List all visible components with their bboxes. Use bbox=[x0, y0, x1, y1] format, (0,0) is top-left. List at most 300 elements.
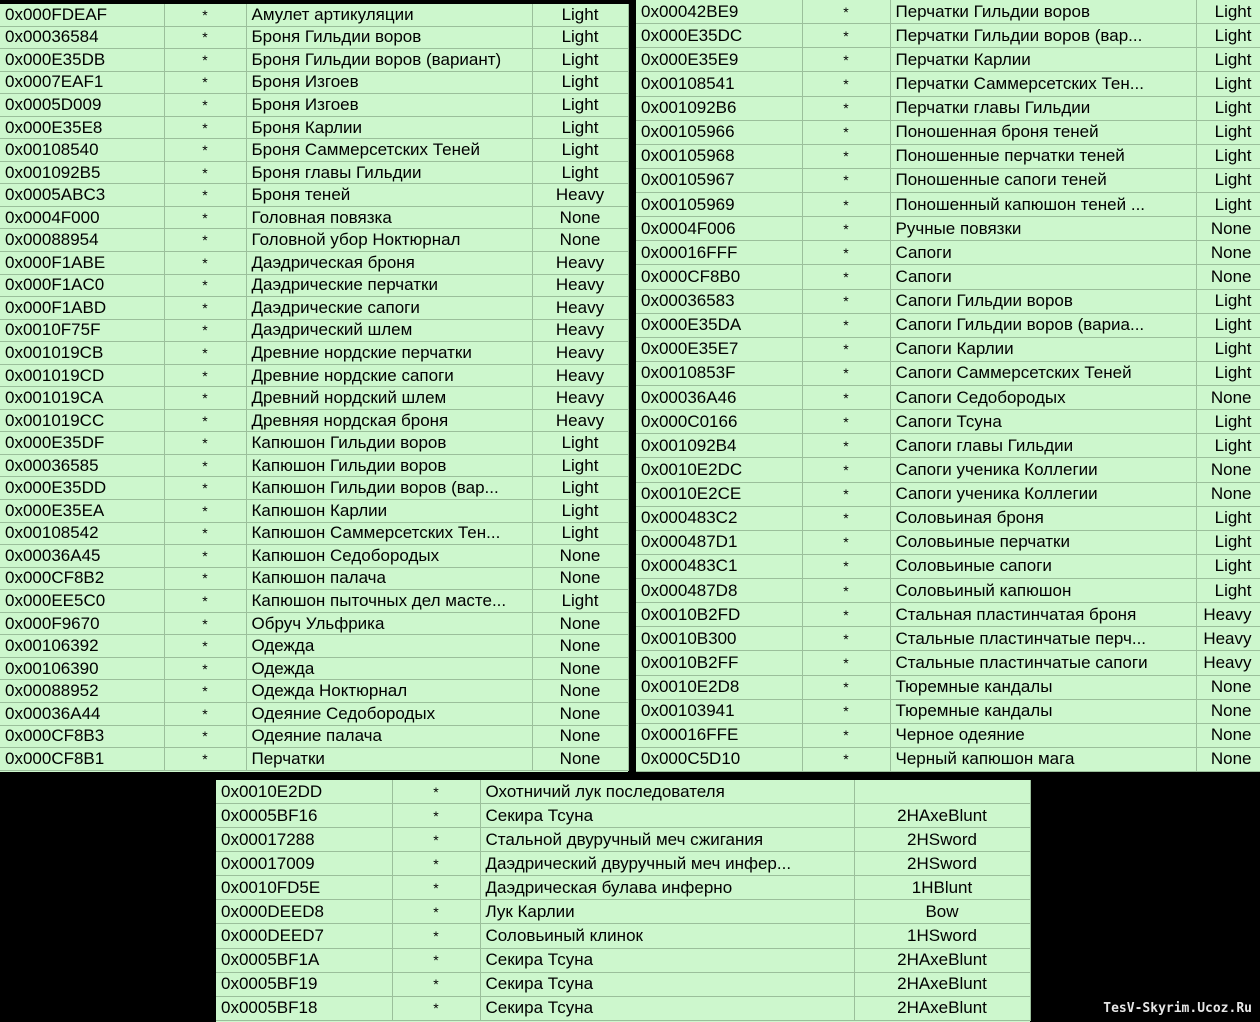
table-row[interactable] bbox=[0, 319, 628, 342]
name-cell: Стальные пластинчатые перч... bbox=[890, 627, 1196, 651]
table-row[interactable] bbox=[0, 635, 628, 658]
armor-list-left bbox=[0, 4, 628, 772]
name-cell: Даэдрическая броня bbox=[246, 252, 532, 275]
table-row[interactable] bbox=[636, 120, 1260, 144]
table-row[interactable] bbox=[636, 313, 1260, 337]
name-cell: Древняя нордская броня bbox=[246, 409, 532, 432]
type-cell: Heavy bbox=[532, 387, 628, 410]
name-cell: Одеяние Седобородых bbox=[246, 702, 532, 725]
id-cell: 0x000C5D10 bbox=[636, 747, 802, 771]
id-cell: 0x00036A45 bbox=[0, 545, 164, 568]
flag-cell: * bbox=[164, 725, 246, 748]
flag-cell: * bbox=[802, 72, 890, 96]
name-cell: Капюшон Гильдии воров bbox=[246, 454, 532, 477]
flag-cell: * bbox=[802, 506, 890, 530]
table-row[interactable] bbox=[0, 387, 628, 410]
table-row[interactable] bbox=[216, 828, 1030, 852]
type-cell: Light bbox=[532, 71, 628, 94]
table-row[interactable] bbox=[636, 506, 1260, 530]
name-cell: Лук Карлии bbox=[480, 900, 854, 924]
id-cell: 0x001092B5 bbox=[0, 161, 164, 184]
flag-cell: * bbox=[392, 828, 480, 852]
name-cell: Ручные повязки bbox=[890, 217, 1196, 241]
name-cell: Стальная пластинчатая броня bbox=[890, 603, 1196, 627]
table-row[interactable] bbox=[0, 657, 628, 680]
flag-cell: * bbox=[164, 657, 246, 680]
flag-cell: * bbox=[164, 71, 246, 94]
id-cell: 0x000CF8B0 bbox=[636, 265, 802, 289]
table-row[interactable] bbox=[0, 545, 628, 568]
name-cell: Поношенные перчатки теней bbox=[890, 144, 1196, 168]
name-cell: Даэдрический двуручный меч инфер... bbox=[480, 852, 854, 876]
table-row[interactable] bbox=[0, 522, 628, 545]
flag-cell: * bbox=[802, 627, 890, 651]
name-cell: Одежда Ноктюрнал bbox=[246, 680, 532, 703]
type-cell: Light bbox=[1196, 168, 1260, 192]
type-cell: Heavy bbox=[532, 364, 628, 387]
table-row[interactable] bbox=[216, 996, 1030, 1020]
id-cell: 0x0007EAF1 bbox=[0, 71, 164, 94]
flag-cell: * bbox=[802, 0, 890, 24]
name-cell: Капюшон Саммерсетских Тен... bbox=[246, 522, 532, 545]
type-cell: None bbox=[1196, 699, 1260, 723]
id-cell: 0x00017288 bbox=[216, 828, 392, 852]
flag-cell: * bbox=[802, 361, 890, 385]
table-row[interactable] bbox=[216, 948, 1030, 972]
id-cell: 0x0005BF1A bbox=[216, 948, 392, 972]
name-cell: Капюшон пыточных дел масте... bbox=[246, 590, 532, 613]
table-row[interactable] bbox=[216, 972, 1030, 996]
name-cell: Броня Гильдии воров bbox=[246, 26, 532, 49]
table-row[interactable] bbox=[0, 477, 628, 500]
table-row[interactable] bbox=[216, 852, 1030, 876]
id-cell: 0x00088954 bbox=[0, 229, 164, 252]
flag-cell: * bbox=[802, 289, 890, 313]
flag-cell: * bbox=[164, 139, 246, 162]
type-cell: None bbox=[532, 206, 628, 229]
table-row[interactable] bbox=[0, 4, 628, 26]
table-row[interactable] bbox=[636, 265, 1260, 289]
name-cell: Древние нордские сапоги bbox=[246, 364, 532, 387]
name-cell: Сапоги Тсуна bbox=[890, 410, 1196, 434]
type-cell: None bbox=[1196, 265, 1260, 289]
name-cell: Тюремные кандалы bbox=[890, 675, 1196, 699]
name-cell: Одеяние палача bbox=[246, 725, 532, 748]
id-cell: 0x00042BE9 bbox=[636, 0, 802, 24]
id-cell: 0x00016FFE bbox=[636, 723, 802, 747]
name-cell: Одежда bbox=[246, 635, 532, 658]
type-cell: None bbox=[532, 612, 628, 635]
name-cell: Секира Тсуна bbox=[480, 996, 854, 1020]
flag-cell: * bbox=[164, 206, 246, 229]
id-cell: 0x001019CC bbox=[0, 409, 164, 432]
flag-cell: * bbox=[164, 49, 246, 72]
type-cell: None bbox=[1196, 241, 1260, 265]
type-cell: Light bbox=[1196, 337, 1260, 361]
table-row[interactable] bbox=[216, 780, 1030, 804]
id-cell: 0x0004F000 bbox=[0, 206, 164, 229]
name-cell: Броня главы Гильдии bbox=[246, 161, 532, 184]
table-row[interactable] bbox=[636, 434, 1260, 458]
table-row[interactable] bbox=[0, 702, 628, 725]
flag-cell: * bbox=[164, 252, 246, 275]
table-row[interactable] bbox=[0, 748, 628, 771]
table-row[interactable] bbox=[0, 26, 628, 49]
id-cell: 0x000E35DD bbox=[0, 477, 164, 500]
table-row[interactable] bbox=[0, 725, 628, 748]
table-row[interactable] bbox=[0, 184, 628, 207]
table-row[interactable] bbox=[0, 252, 628, 275]
table-row[interactable] bbox=[0, 49, 628, 72]
type-cell: Heavy bbox=[532, 297, 628, 320]
id-cell: 0x001019CB bbox=[0, 342, 164, 365]
table-row[interactable] bbox=[0, 364, 628, 387]
name-cell: Даэдрический шлем bbox=[246, 319, 532, 342]
table-row[interactable] bbox=[636, 530, 1260, 554]
table-row[interactable] bbox=[636, 0, 1260, 24]
type-cell: Light bbox=[1196, 24, 1260, 48]
flag-cell: * bbox=[164, 612, 246, 635]
table-row[interactable] bbox=[216, 900, 1030, 924]
type-cell: Light bbox=[532, 522, 628, 545]
table-row[interactable] bbox=[0, 229, 628, 252]
table-row[interactable] bbox=[0, 612, 628, 635]
id-cell: 0x000E35DB bbox=[0, 49, 164, 72]
id-cell: 0x000487D1 bbox=[636, 530, 802, 554]
flag-cell: * bbox=[392, 804, 480, 828]
flag-cell: * bbox=[802, 410, 890, 434]
watermark: TesV-Skyrim.Ucoz.Ru bbox=[1103, 1001, 1252, 1016]
table-row[interactable] bbox=[636, 217, 1260, 241]
type-cell: Light bbox=[1196, 72, 1260, 96]
name-cell: Тюремные кандалы bbox=[890, 699, 1196, 723]
id-cell: 0x00105968 bbox=[636, 144, 802, 168]
table-row[interactable] bbox=[636, 361, 1260, 385]
flag-cell: * bbox=[164, 590, 246, 613]
id-cell: 0x000E35E9 bbox=[636, 48, 802, 72]
table-row[interactable] bbox=[636, 554, 1260, 578]
id-cell: 0x0005BF18 bbox=[216, 996, 392, 1020]
id-cell: 0x00108542 bbox=[0, 522, 164, 545]
id-cell: 0x00105967 bbox=[636, 168, 802, 192]
type-cell: Light bbox=[1196, 0, 1260, 24]
id-cell: 0x0005ABC3 bbox=[0, 184, 164, 207]
type-cell: None bbox=[1196, 217, 1260, 241]
flag-cell: * bbox=[164, 702, 246, 725]
table-row[interactable] bbox=[0, 680, 628, 703]
table-row[interactable] bbox=[0, 454, 628, 477]
name-cell: Перчатки bbox=[246, 748, 532, 771]
id-cell: 0x0010E2DC bbox=[636, 458, 802, 482]
flag-cell: * bbox=[392, 852, 480, 876]
type-cell: None bbox=[532, 725, 628, 748]
id-cell: 0x00016FFF bbox=[636, 241, 802, 265]
table-row[interactable] bbox=[0, 274, 628, 297]
type-cell: Light bbox=[1196, 193, 1260, 217]
table-row[interactable] bbox=[636, 241, 1260, 265]
id-cell: 0x00036A44 bbox=[0, 702, 164, 725]
table-row[interactable] bbox=[636, 458, 1260, 482]
table-row[interactable] bbox=[636, 337, 1260, 361]
flag-cell: * bbox=[164, 229, 246, 252]
id-cell: 0x00105966 bbox=[636, 120, 802, 144]
name-cell: Сапоги bbox=[890, 241, 1196, 265]
type-cell: None bbox=[532, 229, 628, 252]
flag-cell: * bbox=[802, 434, 890, 458]
table-row[interactable] bbox=[636, 72, 1260, 96]
flag-cell: * bbox=[392, 876, 480, 900]
table-row[interactable] bbox=[0, 342, 628, 365]
name-cell: Капюшон палача bbox=[246, 567, 532, 590]
id-cell: 0x001092B6 bbox=[636, 96, 802, 120]
flag-cell: * bbox=[164, 4, 246, 26]
name-cell: Сапоги Карлии bbox=[890, 337, 1196, 361]
table-row[interactable] bbox=[0, 206, 628, 229]
flag-cell: * bbox=[164, 522, 246, 545]
table-row[interactable] bbox=[0, 432, 628, 455]
flag-cell: * bbox=[802, 96, 890, 120]
name-cell: Сапоги ученика Коллегии bbox=[890, 458, 1196, 482]
type-cell: Heavy bbox=[532, 342, 628, 365]
id-cell: 0x000483C2 bbox=[636, 506, 802, 530]
flag-cell: * bbox=[802, 193, 890, 217]
id-cell: 0x0010E2DD bbox=[216, 780, 392, 804]
table-row[interactable] bbox=[0, 161, 628, 184]
name-cell: Головная повязка bbox=[246, 206, 532, 229]
id-cell: 0x000E35DA bbox=[636, 313, 802, 337]
table-row[interactable] bbox=[216, 804, 1030, 828]
type-cell: None bbox=[1196, 675, 1260, 699]
name-cell: Перчатки главы Гильдии bbox=[890, 96, 1196, 120]
armor-table-left bbox=[0, 4, 629, 771]
name-cell: Капюшон Карлии bbox=[246, 500, 532, 523]
type-cell: None bbox=[1196, 458, 1260, 482]
id-cell: 0x000E35EA bbox=[0, 500, 164, 523]
table-row[interactable] bbox=[0, 500, 628, 523]
flag-cell: * bbox=[802, 482, 890, 506]
table-row[interactable] bbox=[216, 876, 1030, 900]
flag-cell: * bbox=[164, 342, 246, 365]
flag-cell: * bbox=[802, 699, 890, 723]
flag-cell: * bbox=[802, 24, 890, 48]
type-cell: None bbox=[532, 748, 628, 771]
id-cell: 0x000E35E7 bbox=[636, 337, 802, 361]
name-cell: Броня Гильдии воров (вариант) bbox=[246, 49, 532, 72]
flag-cell: * bbox=[802, 530, 890, 554]
type-cell: Heavy bbox=[532, 319, 628, 342]
name-cell: Соловьиная броня bbox=[890, 506, 1196, 530]
table-row[interactable] bbox=[636, 96, 1260, 120]
name-cell: Капюшон Гильдии воров bbox=[246, 432, 532, 455]
table-row[interactable] bbox=[636, 193, 1260, 217]
id-cell: 0x0004F006 bbox=[636, 217, 802, 241]
name-cell: Перчатки Саммерсетских Тен... bbox=[890, 72, 1196, 96]
table-row[interactable] bbox=[0, 94, 628, 117]
id-cell: 0x000E35DC bbox=[636, 24, 802, 48]
type-cell: None bbox=[532, 635, 628, 658]
type-cell: Heavy bbox=[532, 274, 628, 297]
name-cell: Перчатки Карлии bbox=[890, 48, 1196, 72]
id-cell: 0x0010853F bbox=[636, 361, 802, 385]
type-cell: Light bbox=[532, 477, 628, 500]
table-row[interactable] bbox=[636, 627, 1260, 651]
flag-cell: * bbox=[392, 900, 480, 924]
id-cell: 0x000CF8B1 bbox=[0, 748, 164, 771]
table-row[interactable] bbox=[636, 747, 1260, 771]
table-row[interactable] bbox=[636, 289, 1260, 313]
flag-cell: * bbox=[164, 748, 246, 771]
name-cell: Сапоги Гильдии воров (вариа... bbox=[890, 313, 1196, 337]
flag-cell: * bbox=[164, 116, 246, 139]
type-cell: Light bbox=[1196, 434, 1260, 458]
flag-cell: * bbox=[164, 567, 246, 590]
type-cell: 2HSword bbox=[854, 828, 1030, 852]
table-row[interactable] bbox=[636, 579, 1260, 603]
flag-cell: * bbox=[802, 313, 890, 337]
type-cell: 1HBlunt bbox=[854, 876, 1030, 900]
type-cell: 2HAxeBlunt bbox=[854, 996, 1030, 1020]
table-row[interactable] bbox=[636, 168, 1260, 192]
type-cell: Light bbox=[1196, 120, 1260, 144]
type-cell bbox=[854, 780, 1030, 804]
table-row[interactable] bbox=[636, 699, 1260, 723]
id-cell: 0x0005BF16 bbox=[216, 804, 392, 828]
flag-cell: * bbox=[164, 364, 246, 387]
id-cell: 0x00106390 bbox=[0, 657, 164, 680]
table-row[interactable] bbox=[636, 24, 1260, 48]
table-row[interactable] bbox=[636, 386, 1260, 410]
flag-cell: * bbox=[802, 241, 890, 265]
id-cell: 0x00036A46 bbox=[636, 386, 802, 410]
weapon-list bbox=[216, 780, 1030, 1022]
table-row[interactable] bbox=[636, 144, 1260, 168]
flag-cell: * bbox=[164, 26, 246, 49]
type-cell: Light bbox=[532, 590, 628, 613]
flag-cell: * bbox=[164, 319, 246, 342]
id-cell: 0x0005D009 bbox=[0, 94, 164, 117]
id-cell: 0x000EE5C0 bbox=[0, 590, 164, 613]
name-cell: Перчатки Гильдии воров (вар... bbox=[890, 24, 1196, 48]
name-cell: Черный капюшон мага bbox=[890, 747, 1196, 771]
id-cell: 0x000F1ABD bbox=[0, 297, 164, 320]
flag-cell: * bbox=[164, 454, 246, 477]
id-cell: 0x000F9670 bbox=[0, 612, 164, 635]
table-row[interactable] bbox=[636, 410, 1260, 434]
flag-cell: * bbox=[164, 680, 246, 703]
flag-cell: * bbox=[392, 996, 480, 1020]
table-row[interactable] bbox=[0, 567, 628, 590]
name-cell: Даэдрические сапоги bbox=[246, 297, 532, 320]
flag-cell: * bbox=[802, 747, 890, 771]
type-cell: Light bbox=[1196, 361, 1260, 385]
type-cell: Light bbox=[532, 49, 628, 72]
type-cell: Light bbox=[1196, 289, 1260, 313]
flag-cell: * bbox=[392, 972, 480, 996]
table-row[interactable] bbox=[636, 603, 1260, 627]
type-cell: Light bbox=[1196, 410, 1260, 434]
table-row[interactable] bbox=[216, 924, 1030, 948]
name-cell: Броня Карлии bbox=[246, 116, 532, 139]
name-cell: Амулет артикуляции bbox=[246, 4, 532, 26]
flag-cell: * bbox=[802, 554, 890, 578]
name-cell: Поношенные сапоги теней bbox=[890, 168, 1196, 192]
id-cell: 0x0010FD5E bbox=[216, 876, 392, 900]
table-row[interactable] bbox=[0, 71, 628, 94]
id-cell: 0x000DEED7 bbox=[216, 924, 392, 948]
type-cell: Light bbox=[1196, 96, 1260, 120]
type-cell: Light bbox=[532, 116, 628, 139]
flag-cell: * bbox=[164, 297, 246, 320]
armor-list-right bbox=[636, 0, 1260, 772]
type-cell: None bbox=[532, 657, 628, 680]
name-cell: Одежда bbox=[246, 657, 532, 680]
name-cell: Даэдрическая булава инферно bbox=[480, 876, 854, 900]
table-row[interactable] bbox=[636, 482, 1260, 506]
table-row[interactable] bbox=[636, 651, 1260, 675]
table-row[interactable] bbox=[0, 139, 628, 162]
name-cell: Сапоги Седобородых bbox=[890, 386, 1196, 410]
type-cell: None bbox=[1196, 747, 1260, 771]
table-row[interactable] bbox=[0, 116, 628, 139]
id-cell: 0x0010B300 bbox=[636, 627, 802, 651]
name-cell: Черное одеяние bbox=[890, 723, 1196, 747]
name-cell: Секира Тсуна bbox=[480, 948, 854, 972]
type-cell: Light bbox=[532, 139, 628, 162]
flag-cell: * bbox=[802, 120, 890, 144]
name-cell: Стальной двуручный меч сжигания bbox=[480, 828, 854, 852]
name-cell: Секира Тсуна bbox=[480, 972, 854, 996]
id-cell: 0x0005BF19 bbox=[216, 972, 392, 996]
name-cell: Стальные пластинчатые сапоги bbox=[890, 651, 1196, 675]
armor-table-right bbox=[636, 0, 1260, 772]
flag-cell: * bbox=[802, 723, 890, 747]
weapon-table bbox=[216, 780, 1031, 1021]
table-row[interactable] bbox=[636, 723, 1260, 747]
type-cell: None bbox=[1196, 723, 1260, 747]
id-cell: 0x00108541 bbox=[636, 72, 802, 96]
flag-cell: * bbox=[164, 545, 246, 568]
flag-cell: * bbox=[802, 651, 890, 675]
id-cell: 0x000483C1 bbox=[636, 554, 802, 578]
name-cell: Броня Изгоев bbox=[246, 71, 532, 94]
id-cell: 0x00108540 bbox=[0, 139, 164, 162]
id-cell: 0x0010F75F bbox=[0, 319, 164, 342]
name-cell: Сапоги Гильдии воров bbox=[890, 289, 1196, 313]
name-cell: Соловьиные перчатки bbox=[890, 530, 1196, 554]
flag-cell: * bbox=[802, 217, 890, 241]
type-cell: Heavy bbox=[532, 252, 628, 275]
table-row[interactable] bbox=[636, 48, 1260, 72]
table-row[interactable] bbox=[0, 297, 628, 320]
flag-cell: * bbox=[802, 386, 890, 410]
type-cell: None bbox=[532, 702, 628, 725]
id-cell: 0x000F1ABE bbox=[0, 252, 164, 275]
table-row[interactable] bbox=[0, 409, 628, 432]
table-row[interactable] bbox=[636, 675, 1260, 699]
id-cell: 0x00103941 bbox=[636, 699, 802, 723]
name-cell: Сапоги ученика Коллегии bbox=[890, 482, 1196, 506]
flag-cell: * bbox=[164, 184, 246, 207]
id-cell: 0x00036585 bbox=[0, 454, 164, 477]
flag-cell: * bbox=[164, 432, 246, 455]
id-cell: 0x000CF8B2 bbox=[0, 567, 164, 590]
type-cell: 2HSword bbox=[854, 852, 1030, 876]
type-cell: Light bbox=[1196, 313, 1260, 337]
flag-cell: * bbox=[802, 337, 890, 361]
type-cell: Heavy bbox=[1196, 603, 1260, 627]
table-row[interactable] bbox=[0, 590, 628, 613]
id-cell: 0x00105969 bbox=[636, 193, 802, 217]
